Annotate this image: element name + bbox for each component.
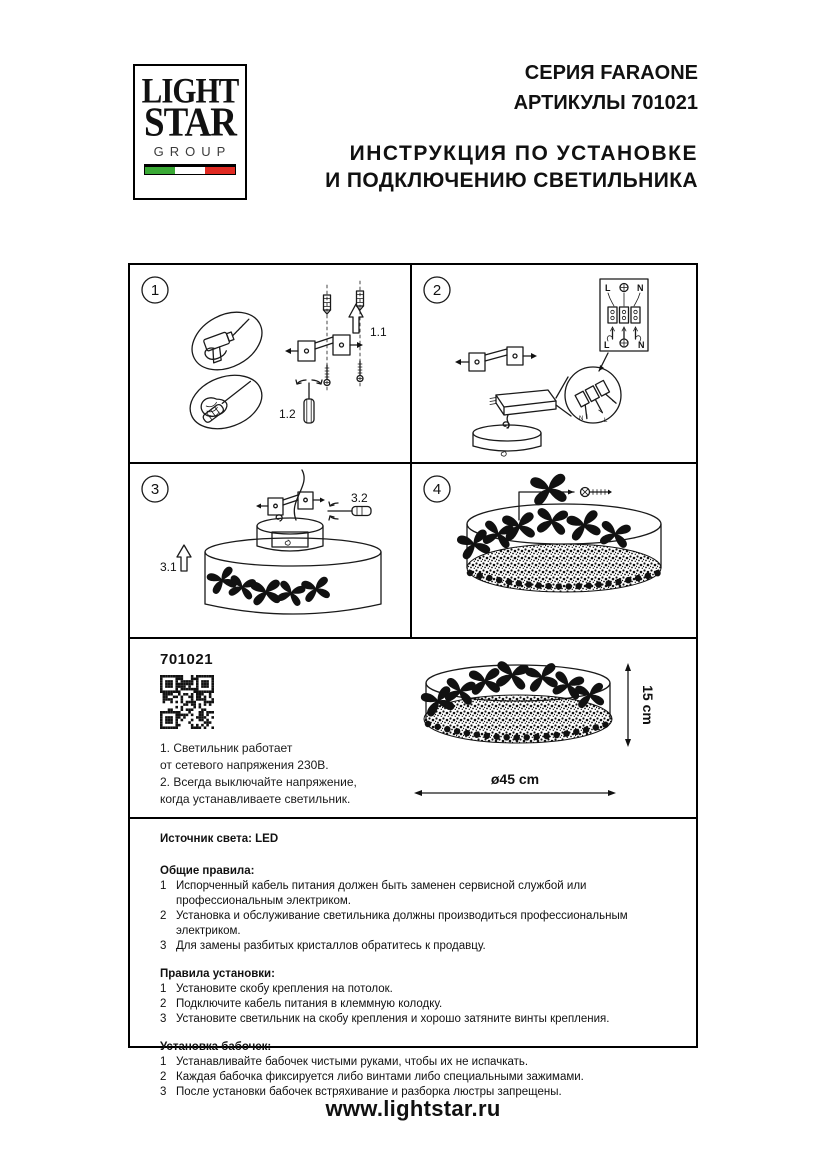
item-text: Установите светильник на скобу крепления и хорошо затяните винты крепления. [176,1013,610,1025]
item-text: Подключите кабель питания в клеммную колодку. [176,998,443,1010]
mounting-bracket-drawing [455,347,537,371]
terminal-label-n-top: N [637,283,644,293]
diameter-dimension-label: ø45 cm [490,771,540,787]
wire-label-l: L [604,418,608,424]
terminal-wiring-inset [600,279,648,351]
step3-number: 3 [150,481,160,498]
logo-word-star: STAR [144,99,236,146]
list-item [160,879,668,909]
item-text: Испорченный кабель питания должен быть заменен сервисной службой или профессиональным электриком. [176,880,587,907]
drill-hand-vignette [182,301,272,382]
item-number: 2 [160,1071,167,1083]
step4-diagram [412,464,696,637]
height-dimension-label: 15 cm [640,685,656,725]
terminal-label-n-bottom: N [638,340,645,350]
screwdriver-icon [296,380,322,423]
chandelier-drum-drawing [456,504,661,592]
note-line: 1. Светильник работает [160,741,293,755]
step2-diagram [412,265,696,462]
ceiling-canopy-drawing [257,515,323,551]
safety-notes [160,740,357,808]
section-heading: Правила установки: [160,968,275,980]
flag-white-segment [175,167,205,174]
section-general-rules [160,864,668,954]
step3-diagram [130,464,410,637]
screw-icon [324,365,330,386]
item-text: Установка и обслуживание светильника должны производиться профессиональным электриком. [176,910,628,937]
flag-green-segment [145,167,175,174]
section-butterfly-installation [160,1040,668,1100]
power-cable [294,470,304,520]
section-heading: Установка бабочек: [160,1041,272,1053]
step-panel-3 [130,464,412,637]
list-item [160,909,668,939]
butterfly-icon [530,473,569,506]
terminal-label-l-top: L [605,283,611,293]
dimensioned-chandelier-drawing [400,647,692,809]
note-line: 2. Всегда выключайте напряжение, [160,775,357,789]
step3-1-label: 3.1 [160,560,177,574]
series-title: СЕРИЯ FARAONE [524,62,698,84]
step-panel-4 [412,464,696,637]
list-item [160,982,668,997]
ceiling-canopy-drawing [473,422,541,456]
item-text: Каждая бабочка фиксируется либо винтами либо специальными зажимами. [176,1071,584,1083]
instruction-title-line2: И ПОДКЛЮЧЕНИЮ СВЕТИЛЬНИКА [325,169,698,192]
list-item [160,1055,668,1070]
item-number: 2 [160,910,167,922]
terminal-label-l-bottom: L [604,340,610,350]
section-heading: Общие правила: [160,865,255,877]
item-text: Установите скобу крепления на потолок. [176,983,393,995]
screwdriver-hand-vignette [183,366,270,438]
butterfly-icon [250,579,282,605]
chandelier-drum-drawing [205,538,381,614]
logo-word-group: GROUP [153,144,232,159]
logo-word-light: LIGHT [141,70,239,111]
item-number: 1 [160,983,167,995]
butterfly-icon [598,520,631,548]
italian-flag-stripe [144,164,236,175]
screw-icon [357,361,363,382]
butterfly-icon [566,509,603,541]
step1-number: 1 [150,282,160,299]
step2-number: 2 [432,282,442,299]
step4-number: 4 [432,481,442,498]
list-item [160,997,668,1012]
butterfly-icon [535,508,568,536]
qr-code [160,675,214,729]
light-source-line: Источник света: LED [160,833,279,845]
list-item [160,939,668,954]
instruction-title-line1: ИНСТРУКЦИЯ ПО УСТАНОВКЕ [349,142,698,165]
step1-diagram [130,265,410,462]
item-number: 3 [160,940,167,952]
step-panel-1 [130,265,412,462]
section-installation-rules [160,967,668,1027]
led-driver-box [490,390,556,415]
item-number: 3 [160,1013,167,1025]
step1-2-label: 1.2 [279,407,296,421]
note-line: от сетевого напряжения 230В. [160,758,329,772]
lightstar-logo [133,64,247,200]
step-panel-2 [412,265,696,462]
instruction-frame [128,263,698,1098]
item-text: После установки бабочек встряхивание и разборка люстры запрещены. [176,1086,562,1098]
item-text: Для замены разбитых кристаллов обратитесь к продавцу. [176,940,486,952]
website-url: www.lightstar.ru [325,1096,501,1121]
step1-1-label: 1.1 [370,325,387,339]
rules-panel [130,819,696,1098]
item-number: 3 [160,1086,167,1098]
list-item [160,1012,668,1027]
item-number: 2 [160,998,167,1010]
mounting-bracket-drawing [285,335,363,361]
chandelier-drum-drawing [420,661,612,743]
item-text: Устанавливайте бабочек чистыми руками, чтобы их не испачкать. [176,1056,529,1068]
wire-label-n: N [579,416,584,422]
step3-2-label: 3.2 [351,491,368,505]
diameter-dimension [414,771,616,796]
article-number: 701021 [160,651,214,668]
mounting-bracket-drawing [256,492,325,515]
product-info-panel [130,639,696,819]
wiring-magnifier-detail [556,367,621,424]
list-item [160,1070,668,1085]
item-number: 1 [160,1056,167,1068]
up-arrow-icon [177,545,191,571]
flag-red-segment [205,167,235,174]
item-number: 1 [160,880,167,892]
crystal-bottom [467,544,661,592]
article-title: АРТИКУЛЫ 701021 [513,92,698,114]
note-line: когда устанавливаете светильник. [160,792,351,806]
document-header [325,58,698,194]
height-dimension [625,663,656,747]
